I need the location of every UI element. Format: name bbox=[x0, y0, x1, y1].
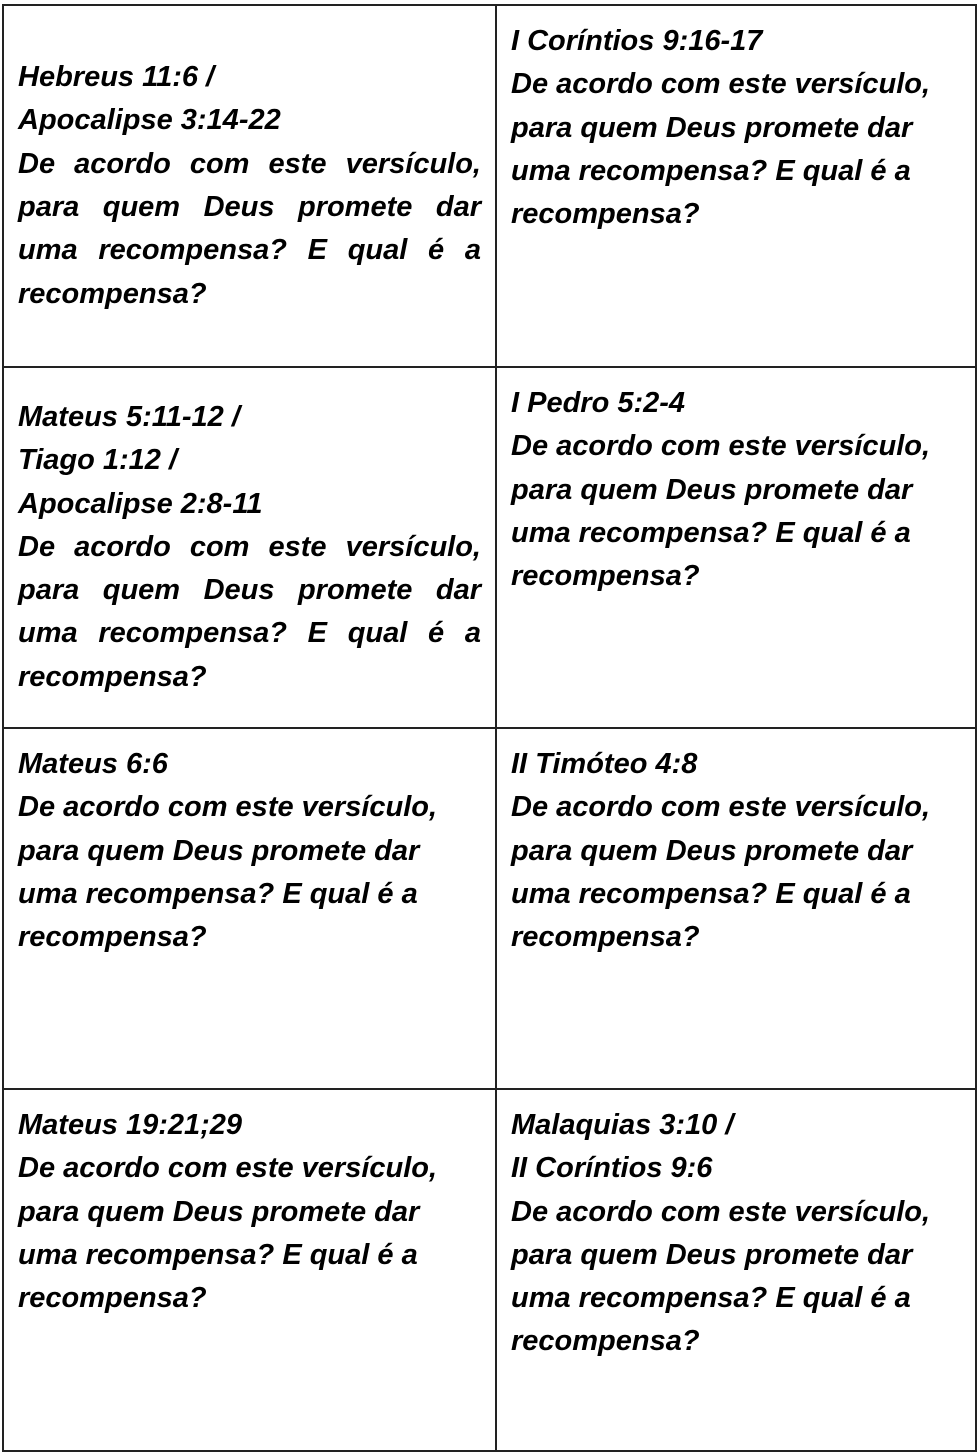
card-mateus-6 bbox=[4, 729, 497, 1090]
card-question: De acordo com este versículo, para quem Deus promete dar uma recompensa? E qual é a recompensa? bbox=[18, 530, 481, 693]
card-malaquias bbox=[497, 1090, 975, 1450]
card-mateus-5 bbox=[4, 368, 497, 729]
card-question: De acordo com este versículo, para quem Deus promete dar uma recompensa? E qual é a recompensa? bbox=[18, 791, 438, 954]
card-question: De acordo com este versículo, para quem Deus promete dar uma recompensa? E qual é a recompensa? bbox=[511, 1195, 931, 1358]
card-ii-timoteo bbox=[497, 729, 975, 1090]
card-grid bbox=[2, 4, 977, 1452]
card-i-pedro bbox=[497, 368, 975, 729]
card-reference: Mateus 5:11-12 / bbox=[18, 400, 240, 433]
card-hebreus bbox=[4, 6, 497, 368]
card-reference: Malaquias 3:10 / bbox=[511, 1109, 734, 1141]
card-question: De acordo com este versículo, para quem Deus promete dar uma recompensa? E qual é a recompensa? bbox=[511, 430, 931, 593]
card-question: De acordo com este versículo, para quem Deus promete dar uma recompensa? E qual é a recompensa? bbox=[18, 147, 481, 310]
card-reference: I Coríntios 9:16-17 bbox=[511, 25, 763, 57]
card-reference: Tiago 1:12 / bbox=[18, 444, 178, 477]
card-reference: Apocalipse 2:8-11 bbox=[18, 487, 263, 520]
card-reference: II Coríntios 9:6 bbox=[511, 1152, 713, 1185]
card-reference: Mateus 19:21;29 bbox=[18, 1109, 243, 1141]
card-reference: II Timóteo 4:8 bbox=[511, 748, 698, 780]
card-reference: Mateus 6:6 bbox=[18, 748, 168, 780]
card-reference: I Pedro 5:2-4 bbox=[511, 387, 686, 419]
card-question: De acordo com este versículo, para quem Deus promete dar uma recompensa? E qual é a recompensa? bbox=[511, 68, 931, 231]
card-i-corintios bbox=[497, 6, 975, 368]
card-question: De acordo com este versículo, para quem Deus promete dar uma recompensa? E qual é a recompensa? bbox=[18, 1152, 438, 1315]
card-mateus-19 bbox=[4, 1090, 497, 1450]
card-question: De acordo com este versículo, para quem Deus promete dar uma recompensa? E qual é a recompensa? bbox=[511, 791, 931, 954]
card-reference: Apocalipse 3:14-22 bbox=[18, 104, 281, 137]
card-reference: Hebreus 11:6 / bbox=[18, 61, 215, 94]
